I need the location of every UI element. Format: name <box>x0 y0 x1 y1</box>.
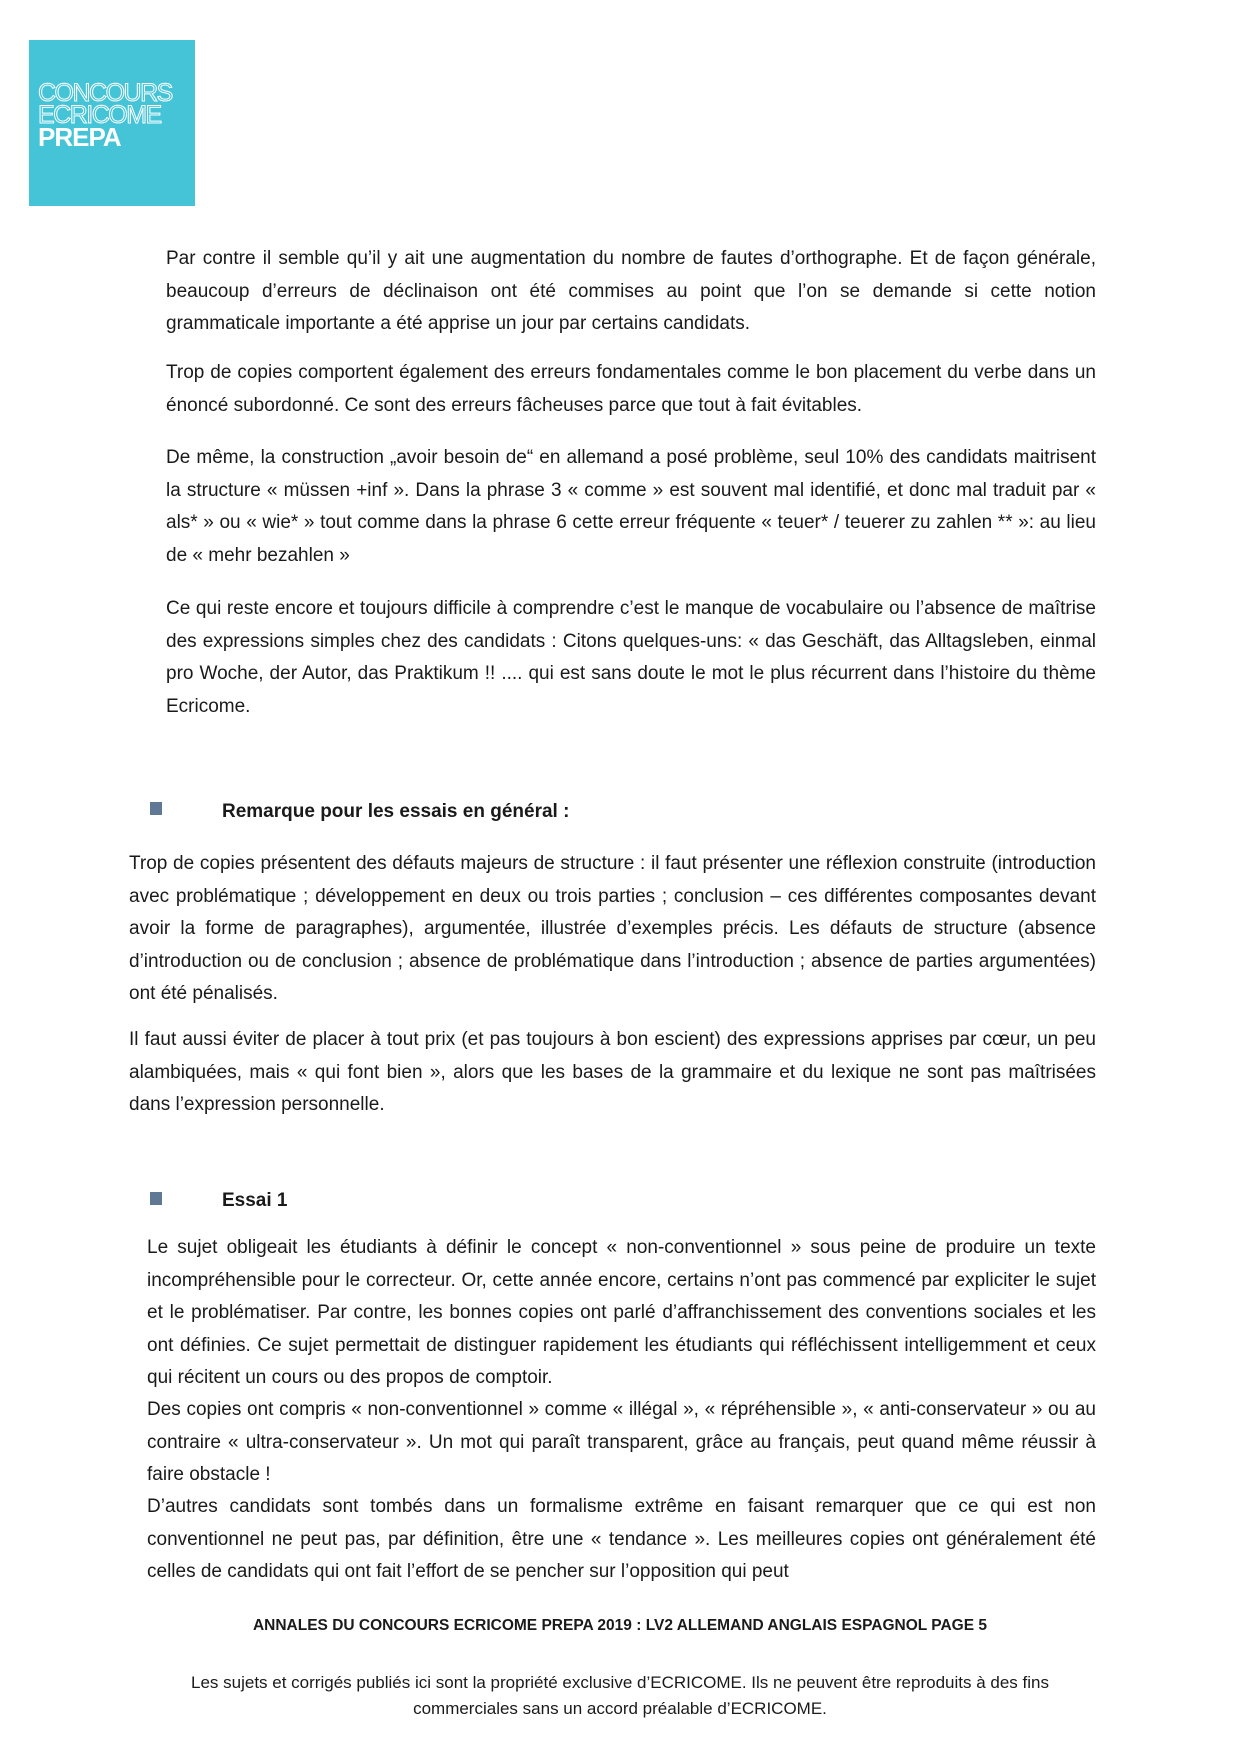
intro-paragraph-3: De même, la construction „avoir besoin de“ en allemand a posé problème, seul 10% des candidats maitrisent la structure « müssen +inf ». Dans la phrase 3 « comme » est souvent mal identifié, et donc mal traduit par « als* » ou « wie* » tout comme dans la phrase 6 cette erreur fréquente « teuer* / teuerer zu zahlen ** »: au lieu de « mehr bezahlen » <box>166 447 1096 566</box>
essai1-paragraph-1: Le sujet obligeait les étudiants à définir le concept « non-conventionnel » sous peine de produire un texte incompréhensible pour le correcteur. Or, cette année encore, certains n’ont pas commencé par expliciter le sujet et le problématiser. Par contre, les bonnes copies ont parlé d’affranchissement des conventions sociales et les ont définies. Ce sujet permettait de distinguer rapidement les étudiants qui réfléchissent intelligemment et ceux qui récitent un cours ou des propos de comptoir. <box>147 1237 1096 1388</box>
logo-line-ecricome: ECRICOME <box>38 101 161 129</box>
essai1-paragraph-2: Des copies ont compris « non-conventionnel » comme « illégal », « répréhensible », « anti-conservateur » ou au contraire « ultra-conservateur ». Un mot qui paraît transparent, grâce au français, peut quand même réussir à faire obstacle ! <box>147 1399 1096 1485</box>
general-paragraph-1: Trop de copies présentent des défauts majeurs de structure : il faut présenter une réflexion construite (introduction avec problématique ; développement en deux ou trois parties ; conclusion – ces différentes composantes devant avoir la forme de paragraphes), argumentée, illustrée d’exemples précis. Les défauts de structure (absence d’introduction ou de conclusion ; absence de problématique dans l’introduction ; absence de parties argumentées) ont été pénalisés. <box>129 853 1096 1004</box>
ecricome-logo <box>29 40 195 206</box>
section-heading-essai-1: Essai 1 <box>222 1190 288 1211</box>
logo-line-prepa: PREPA <box>38 122 121 152</box>
section-heading-essais-general: Remarque pour les essais en général : <box>222 801 570 822</box>
essai1-paragraph-3: D’autres candidats sont tombés dans un formalisme extrême en faisant remarquer que ce qui est non conventionnel ne peut pas, par définition, être une « tendance ». Les meilleures copies ont généralement été celles de candidats qui ont fait l’effort de se pencher sur l’opposition qui peut <box>147 1496 1096 1582</box>
bullet-square-icon <box>150 1192 162 1205</box>
logo-line-concours: CONCOURS <box>38 79 172 107</box>
footer-title: ANNALES DU CONCOURS ECRICOME PREPA 2019 : LV2 ALLEMAND ANGLAIS ESPAGNOL PAGE 5 <box>252 1617 988 1634</box>
intro-paragraph-2: Trop de copies comportent également des erreurs fondamentales comme le bon placement du verbe dans un énoncé subordonné. Ce sont des erreurs fâcheuses parce que tout à fait évitables. <box>166 362 1096 416</box>
general-paragraph-2: Il faut aussi éviter de placer à tout prix (et pas toujours à bon escient) des expressions apprises par cœur, un peu alambiquées, mais « qui font bien », alors que les bases de la grammaire et du lexique ne sont pas maîtrisées dans l’expression personnelle. <box>129 1029 1096 1115</box>
bullet-square-icon <box>150 802 162 815</box>
intro-paragraph-4: Ce qui reste encore et toujours difficile à comprendre c’est le manque de vocabulaire ou l’absence de maîtrise des expressions simples chez des candidats : Citons quelques-uns: « das Geschäft, das Alltagsleben, einmal pro Woche, der Autor, das Praktikum !! .... qui est sans doute le mot le plus récurrent dans l’histoire du thème Ecricome. <box>166 598 1096 717</box>
intro-paragraph-1: Par contre il semble qu’il y ait une augmentation du nombre de fautes d’orthographe. Et de façon générale, beaucoup d’erreurs de déclinaison ont été commises au point que l’on se demande si cette notion grammaticale importante a été apprise un jour par certains candidats. <box>166 248 1096 334</box>
footer-copyright-note: Les sujets et corrigés publiés ici sont la propriété exclusive d’ECRICOME. Ils ne peuvent être reproduits à des fins commerciales sans un accord préalable d’ECRICOME. <box>191 1673 1049 1718</box>
